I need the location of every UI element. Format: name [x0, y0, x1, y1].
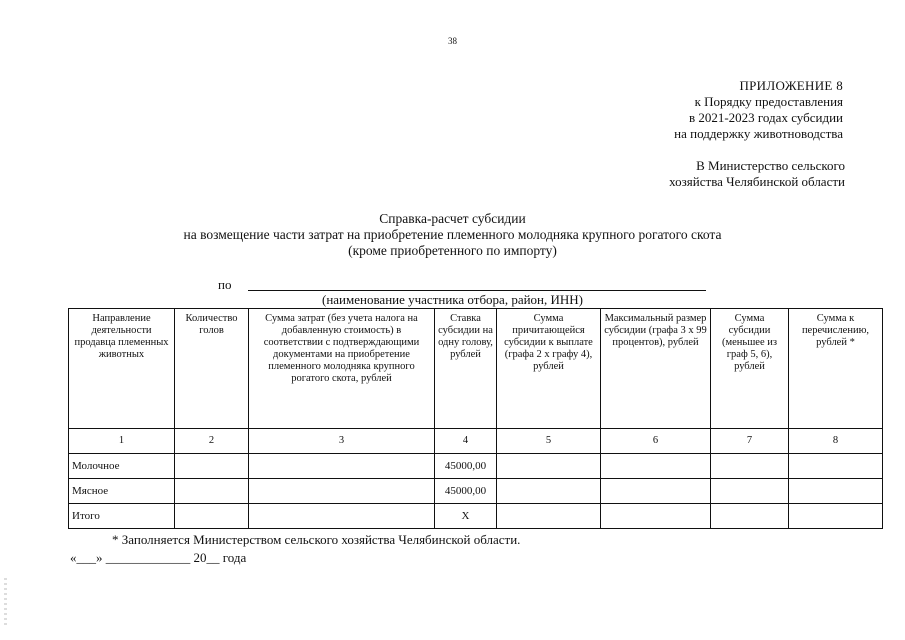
footnote: * Заполняется Министерством сельского хозяйства Челябинской области. — [112, 532, 521, 547]
column-number: 3 — [249, 429, 435, 454]
column-header: Ставка субсидии на одну голову, рублей — [435, 309, 497, 429]
table-cell — [601, 479, 711, 504]
participant-name-line — [248, 290, 706, 291]
column-header: Сумма затрат (без учета налога на добавленную стоимость) в соответствии с подтверждающими документами на приобретение племенного молодняка крупного рогатого скота, рублей — [249, 309, 435, 429]
table-cell — [789, 454, 883, 479]
table-cell — [175, 504, 249, 529]
table-cell — [601, 454, 711, 479]
table-cell: 45000,00 — [435, 454, 497, 479]
addressee-line: хозяйства Челябинской области — [669, 174, 845, 189]
table-row — [69, 454, 883, 479]
appendix-line: в 2021-2023 годах субсидии — [688, 110, 843, 125]
table-cell — [711, 454, 789, 479]
row-label: Молочное — [69, 454, 175, 479]
appendix-block — [674, 78, 843, 142]
column-number: 1 — [69, 429, 175, 454]
appendix-line: на поддержку животноводства — [674, 126, 843, 141]
table-cell — [497, 454, 601, 479]
column-header: Максимальный размер субсидии (графа 3 х 99 процентов), рублей — [601, 309, 711, 429]
column-number: 8 — [789, 429, 883, 454]
page-number: 38 — [448, 36, 457, 46]
document-title-line: (кроме приобретенного по импорту) — [348, 243, 557, 258]
row-label: Мясное — [69, 479, 175, 504]
row-label: Итого — [69, 504, 175, 529]
table-row — [69, 479, 883, 504]
table-cell — [601, 504, 711, 529]
document-title-line: на возмещение части затрат на приобретение племенного молодняка крупного рогатого скота — [183, 227, 722, 242]
table-cell — [249, 504, 435, 529]
addressee-block — [669, 158, 845, 190]
table-cell — [789, 504, 883, 529]
column-number: 6 — [601, 429, 711, 454]
column-header: Сумма к перечислению, рублей * — [789, 309, 883, 429]
po-label: по — [218, 277, 232, 292]
table-cell — [497, 479, 601, 504]
appendix-line: к Порядку предоставления — [694, 94, 843, 109]
table-cell — [175, 454, 249, 479]
table-cell — [711, 479, 789, 504]
document-title-line: Справка-расчет субсидии — [379, 211, 526, 226]
column-header: Сумма субсидии (меньшее из граф 5, 6), рублей — [711, 309, 789, 429]
subsidy-table — [68, 308, 883, 529]
table-cell: Х — [435, 504, 497, 529]
column-header: Количество голов — [175, 309, 249, 429]
table-header-row — [69, 309, 883, 429]
column-header: Направление деятельности продавца племенных животных — [69, 309, 175, 429]
scan-margin-mark — [4, 578, 7, 628]
table-cell — [789, 479, 883, 504]
participant-caption: (наименование участника отбора, район, ИНН) — [321, 292, 584, 307]
column-number: 2 — [175, 429, 249, 454]
column-number: 7 — [711, 429, 789, 454]
column-number: 4 — [435, 429, 497, 454]
column-number: 5 — [497, 429, 601, 454]
table-cell: 45000,00 — [435, 479, 497, 504]
addressee-line: В Министерство сельского — [696, 158, 845, 173]
table-cell — [249, 479, 435, 504]
table-cell — [497, 504, 601, 529]
document-title — [0, 211, 905, 259]
appendix-title: ПРИЛОЖЕНИЕ 8 — [739, 78, 843, 93]
table-row-total — [69, 504, 883, 529]
column-header: Сумма причитающейся субсидии к выплате (графа 2 х графу 4), рублей — [497, 309, 601, 429]
column-number-row — [69, 429, 883, 454]
table-cell — [711, 504, 789, 529]
table-cell — [175, 479, 249, 504]
table-cell — [249, 454, 435, 479]
date-line: «___» _____________ 20__ года — [70, 550, 247, 565]
